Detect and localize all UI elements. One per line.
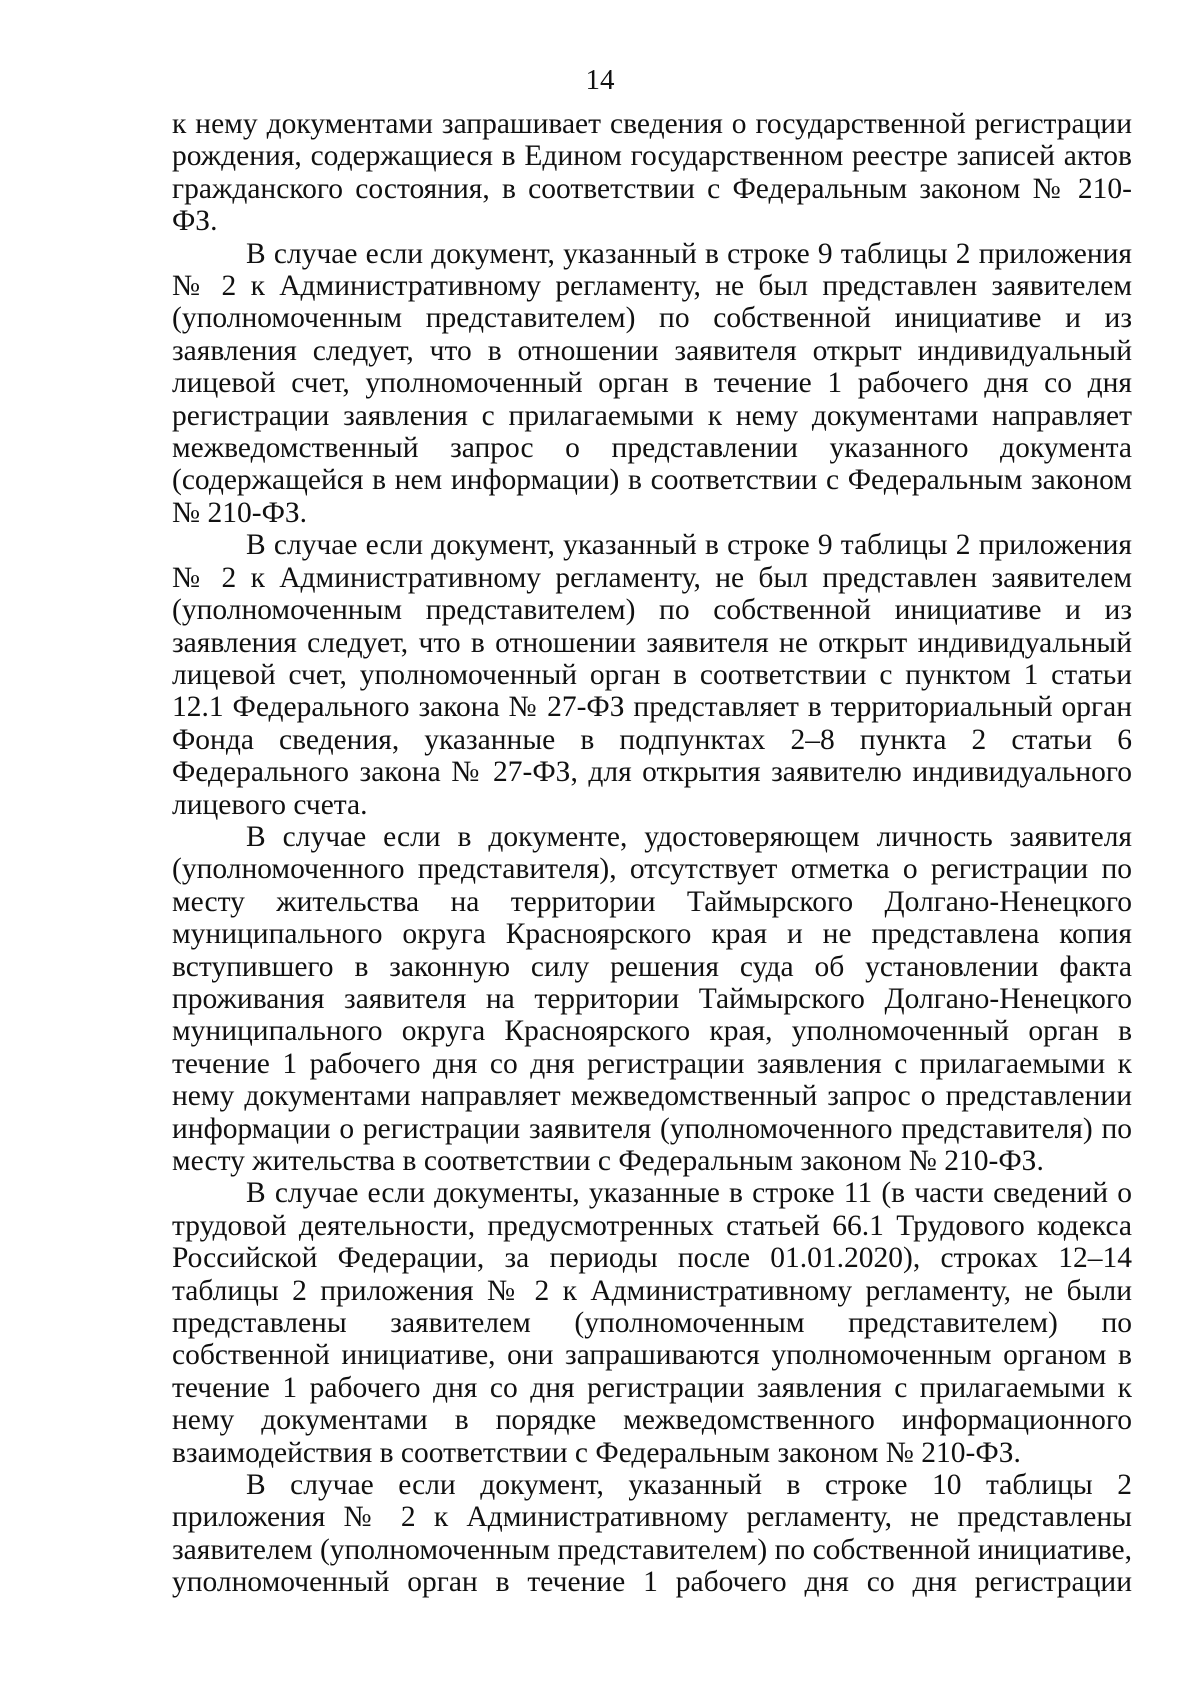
paragraph-2: В случае если документ, указанный в строке 9 таблицы 2 приложения № 2 к Административному регламенту, не был представлен заявителем (уполномоченным представителем) по собственной инициативе и из заявления следует, что в отношении заявителя открыт индивидуальный лицевой счет, уполномоченный орган в течение 1 рабочего дня со дня регистрации заявления с прилагаемыми к нему документами направляет межведомственный запрос о представлении указанного документа (содержащейся в нем информации) в соответствии с Федеральным законом № 210-ФЗ.	[172, 237, 1132, 529]
page-number: 14	[585, 64, 615, 96]
paragraph-3: В случае если документ, указанный в строке 9 таблицы 2 приложения № 2 к Административному регламенту, не был представлен заявителем (уполномоченным представителем) по собственной инициативе и из заявления следует, что в отношении заявителя не открыт индивидуальный лицевой счет, уполномоченный орган в соответствии с пунктом 1 статьи 12.1 Федерального закона № 27-ФЗ представляет в территориальный орган Фонда сведения, указанные в подпунктах 2–8 пункта 2 статьи 6 Федерального закона № 27-ФЗ, для открытия заявителю индивидуального лицевого счета.	[172, 529, 1132, 821]
document-body	[172, 108, 1132, 1599]
paragraph-1: к нему документами запрашивает сведения о государственной регистрации рождения, содержащиеся в Едином государственном реестре записей актов гражданского состояния, в соответствии с Федеральным законом № 210-ФЗ.	[172, 108, 1132, 238]
paragraph-5: В случае если документы, указанные в строке 11 (в части сведений о трудовой деятельности, предусмотренных статьей 66.1 Трудового кодекса Российской Федерации, за периоды после 01.01.2020), строках 12–14 таблицы 2 приложения № 2 к Административному регламенту, не были представлены заявителем (уполномоченным представителем) по собственной инициативе, они запрашиваются уполномоченным органом в течение 1 рабочего дня со дня регистрации заявления с прилагаемыми к нему документами в порядке межведомственного информационного взаимодействия в соответствии с Федеральным законом № 210-ФЗ.	[172, 1177, 1132, 1469]
paragraph-4: В случае если в документе, удостоверяющем личность заявителя (уполномоченного представителя), отсутствует отметка о регистрации по месту жительства на территории Таймырского Долгано-Ненецкого муниципального округа Красноярского края и не представлена копия вступившего в законную силу решения суда об установлении факта проживания заявителя на территории Таймырского Долгано-Ненецкого муниципального округа Красноярского края, уполномоченный орган в течение 1 рабочего дня со дня регистрации заявления с прилагаемыми к нему документами направляет межведомственный запрос о представлении информации о регистрации заявителя (уполномоченного представителя) по месту жительства в соответствии с Федеральным законом № 210-ФЗ.	[172, 820, 1132, 1177]
paragraph-6: В случае если документ, указанный в строке 10 таблицы 2 приложения № 2 к Административному регламенту, не представлены заявителем (уполномоченным представителем) по собственной инициативе, уполномоченный орган в течение 1 рабочего дня со дня регистрации	[172, 1469, 1132, 1599]
